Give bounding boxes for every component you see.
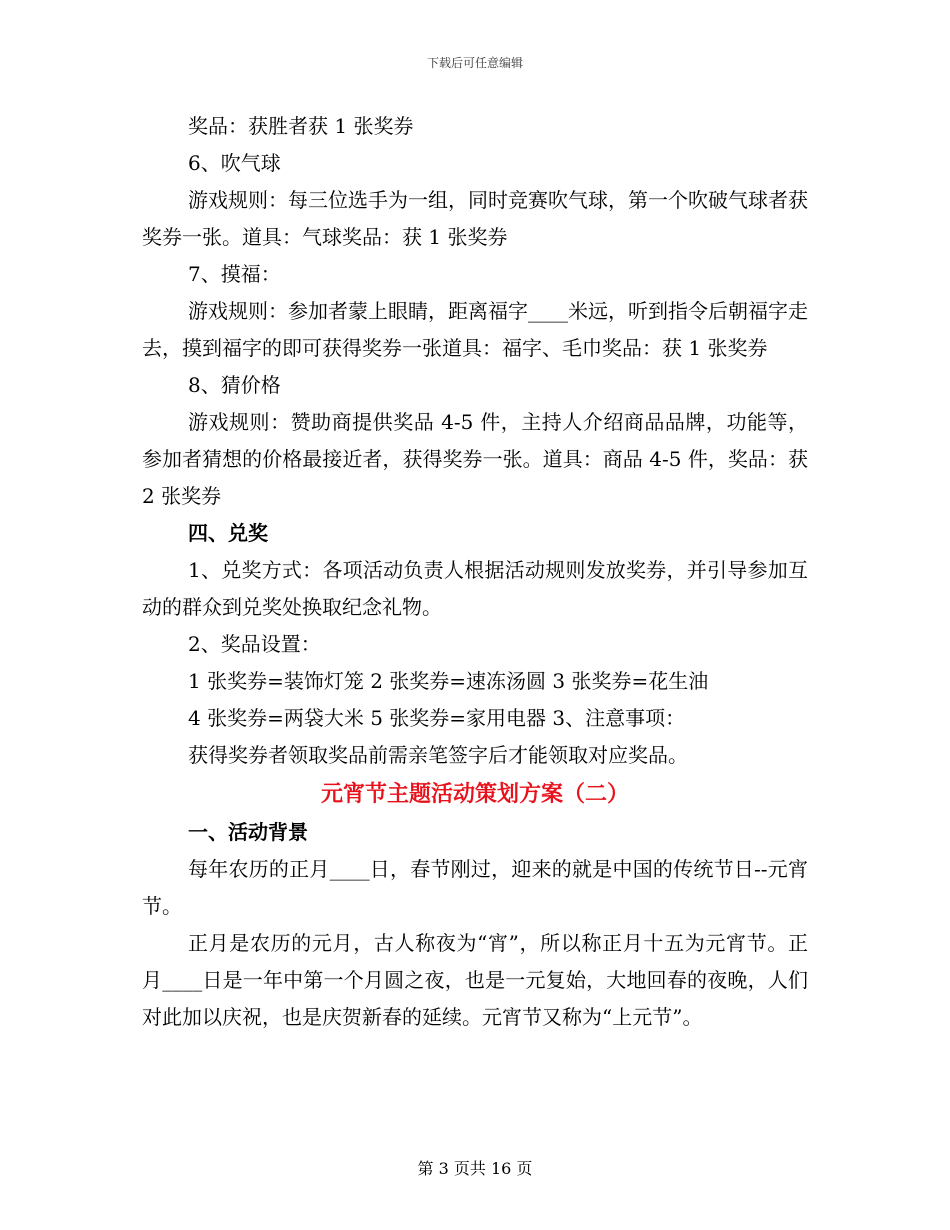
paragraph: 游戏规则：参加者蒙上眼睛，距离福字____米远，听到指令后朝福字走去，摸到福字的即可获得奖券一张道具：福字、毛巾奖品：获 1 张奖券 [142,299,808,360]
paragraph: 游戏规则：每三位选手为一组，同时竞赛吹气球，第一个吹破气球者获奖券一张。道具：气球奖品：获 1 张奖券 [142,188,808,249]
paragraph: 7、摸福： [188,262,281,286]
paragraph: 游戏规则：赞助商提供奖品 4-5 件，主持人介绍商品品牌，功能等，参加者猜想的价格最接近者，获得奖券一张。道具：商品 4-5 件，奖品：获 2 张奖券 [142,410,808,508]
paragraph: 1 张奖券=装饰灯笼 2 张奖券=速冻汤圆 3 张奖券=花生油 [188,669,709,693]
page-footer: 第 3 页共 16 页 [417,1159,533,1178]
paragraph: 8、猜价格 [188,373,281,397]
paragraph: 每年农历的正月____日，春节刚过，迎来的就是中国的传统节日--元宵节。 [142,857,808,918]
paragraph: 6、吹气球 [188,151,281,175]
paragraphs-after-title [142,814,808,1036]
paragraph: 奖品：获胜者获 1 张奖券 [188,114,414,138]
paragraphs-before-title [142,108,808,774]
section-heading: 一、活动背景 [188,820,308,844]
paragraph: 正月是农历的元月，古人称夜为“宵”，所以称正月十五为元宵节。正月____日是一年中第一个月圆之夜，也是一元复始，大地回春的夜晚，人们对此加以庆祝，也是庆贺新春的延续。元宵节又称为“上元节”。 [142,931,808,1029]
paragraph: 获得奖券者领取奖品前需亲笔签字后才能领取对应奖品。 [188,743,688,767]
paragraph: 2、奖品设置： [188,632,321,656]
section-heading: 四、兑奖 [188,521,268,545]
section-title: 元宵节主题活动策划方案（二） [320,781,629,807]
paragraph: 1、兑奖方式：各项活动负责人根据活动规则发放奖券，并引导参加互动的群众到兑奖处换取纪念礼物。 [142,558,808,619]
header-note: 下载后可任意编辑 [426,56,523,70]
document-body [142,108,808,1036]
paragraph: 4 张奖券=两袋大米 5 张奖券=家用电器 3、注意事项： [188,706,686,730]
